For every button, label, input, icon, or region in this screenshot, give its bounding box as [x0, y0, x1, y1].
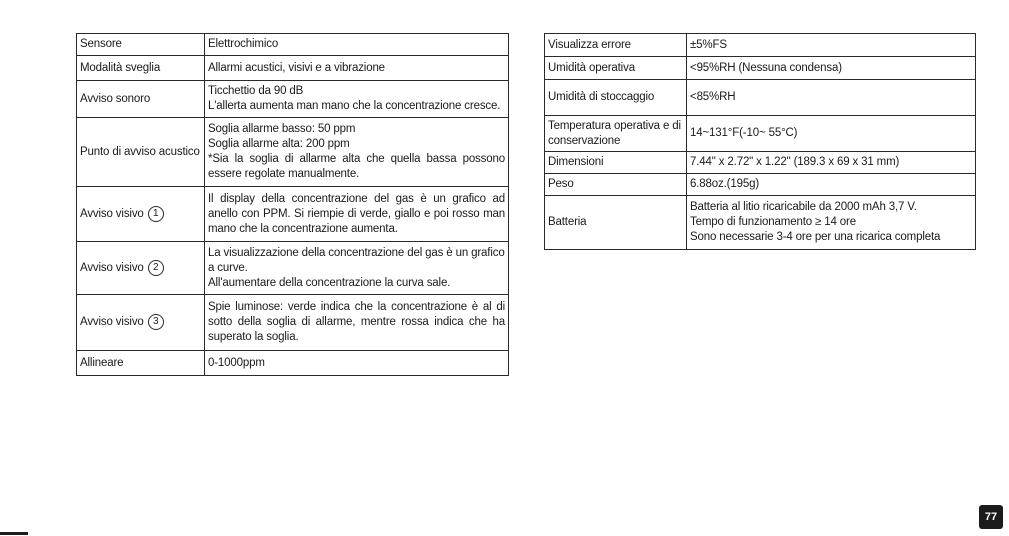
value-line: Sono necessarie 3-4 ore per una ricarica completa	[690, 231, 941, 243]
table-row	[545, 116, 976, 152]
row-value	[205, 118, 509, 187]
row-label: Punto di avviso acustico	[77, 118, 205, 187]
value-line: L'allerta aumenta man mano che la concentrazione cresce.	[208, 100, 501, 112]
table-row	[545, 34, 976, 57]
value-line: Soglia allarme alta: 200 ppm	[208, 138, 350, 150]
value-line: Elettrochimico	[208, 38, 279, 50]
row-label: Avviso sonoro	[77, 81, 205, 118]
value-line: Batteria al litio ricaricabile da 2000 mAh 3,7 V.	[690, 201, 917, 213]
value-line: All'aumentare della concentrazione la curva sale.	[208, 276, 451, 289]
row-value	[687, 174, 976, 196]
row-label: Temperatura operativa e di conservazione	[545, 116, 687, 152]
row-value	[687, 152, 976, 174]
table-row	[77, 34, 509, 56]
row-label: Peso	[545, 174, 687, 196]
table-row	[545, 57, 976, 80]
row-value	[687, 116, 976, 152]
row-label: Sensore	[77, 34, 205, 56]
row-value	[687, 57, 976, 80]
row-label: Umidità operativa	[545, 57, 687, 80]
table-row	[77, 351, 509, 376]
table-row	[545, 152, 976, 174]
value-line: 7.44" x 2.72" x 1.22" (189.3 x 69 x 31 mm)	[690, 156, 900, 168]
row-label: Visualizza errore	[545, 34, 687, 57]
table-row	[77, 56, 509, 81]
row-value	[205, 34, 509, 56]
table-row	[77, 118, 509, 187]
row-value	[687, 196, 976, 250]
specs-table-left	[76, 33, 509, 376]
row-value	[205, 81, 509, 118]
value-line: ±5%FS	[690, 38, 727, 51]
row-value	[687, 34, 976, 57]
value-line: <85%RH	[690, 91, 736, 103]
row-value	[687, 80, 976, 116]
circled-number-icon: 3	[148, 314, 164, 330]
table-row	[77, 187, 509, 242]
row-label	[77, 187, 205, 242]
value-line: Soglia allarme basso: 50 ppm	[208, 123, 356, 135]
circled-number-icon: 2	[148, 260, 164, 276]
bottom-rule	[0, 532, 28, 535]
row-label-text: Avviso visivo	[80, 208, 144, 221]
circled-number-icon: 1	[148, 206, 164, 222]
row-label: Dimensioni	[545, 152, 687, 174]
row-label: Allineare	[77, 351, 205, 376]
table-row	[545, 80, 976, 116]
value-line: Il display della concentrazione del gas è un grafico ad anello con PPM. Si riempie di verde, giallo e poi rosso man mano che la concentrazione aumenta.	[208, 192, 505, 235]
value-line: Allarmi acustici, visivi e a vibrazione	[208, 61, 385, 74]
value-line: *Sia la soglia di allarme alta che quella bassa possono essere regolate manualmente.	[208, 153, 505, 180]
row-label: Umidità di stoccaggio	[545, 80, 687, 116]
page-number: 77	[979, 505, 1003, 529]
value-line: 14~131°F(-10~ 55°C)	[690, 127, 798, 139]
value-line: Spie luminose: verde indica che la concentrazione è al di sotto della soglia di allarme, mentre rossa indica che ha superato la soglia.	[208, 301, 505, 343]
value-line: <95%RH (Nessuna condensa)	[690, 61, 842, 74]
row-value	[205, 56, 509, 81]
row-value	[205, 187, 509, 242]
row-label-text: Avviso visivo	[80, 316, 144, 329]
row-value	[205, 351, 509, 376]
row-label-text: Avviso visivo	[80, 262, 144, 275]
table-row	[77, 242, 509, 295]
row-label	[77, 295, 205, 351]
table-row	[77, 295, 509, 351]
row-label	[77, 242, 205, 295]
value-line: Ticchettio da 90 dB	[208, 85, 304, 97]
value-line: Tempo di funzionamento ≥ 14 ore	[690, 216, 856, 228]
value-line: 6.88oz.(195g)	[690, 178, 760, 190]
table-row	[77, 81, 509, 118]
value-line: 0-1000ppm	[208, 356, 265, 369]
row-value	[205, 242, 509, 295]
row-label: Batteria	[545, 196, 687, 250]
table-row	[545, 196, 976, 250]
table-row	[545, 174, 976, 196]
row-value	[205, 295, 509, 351]
row-label: Modalità sveglia	[77, 56, 205, 81]
specs-table-right	[544, 33, 976, 250]
value-line: La visualizzazione della concentrazione del gas è un grafico a curve.	[208, 246, 505, 274]
